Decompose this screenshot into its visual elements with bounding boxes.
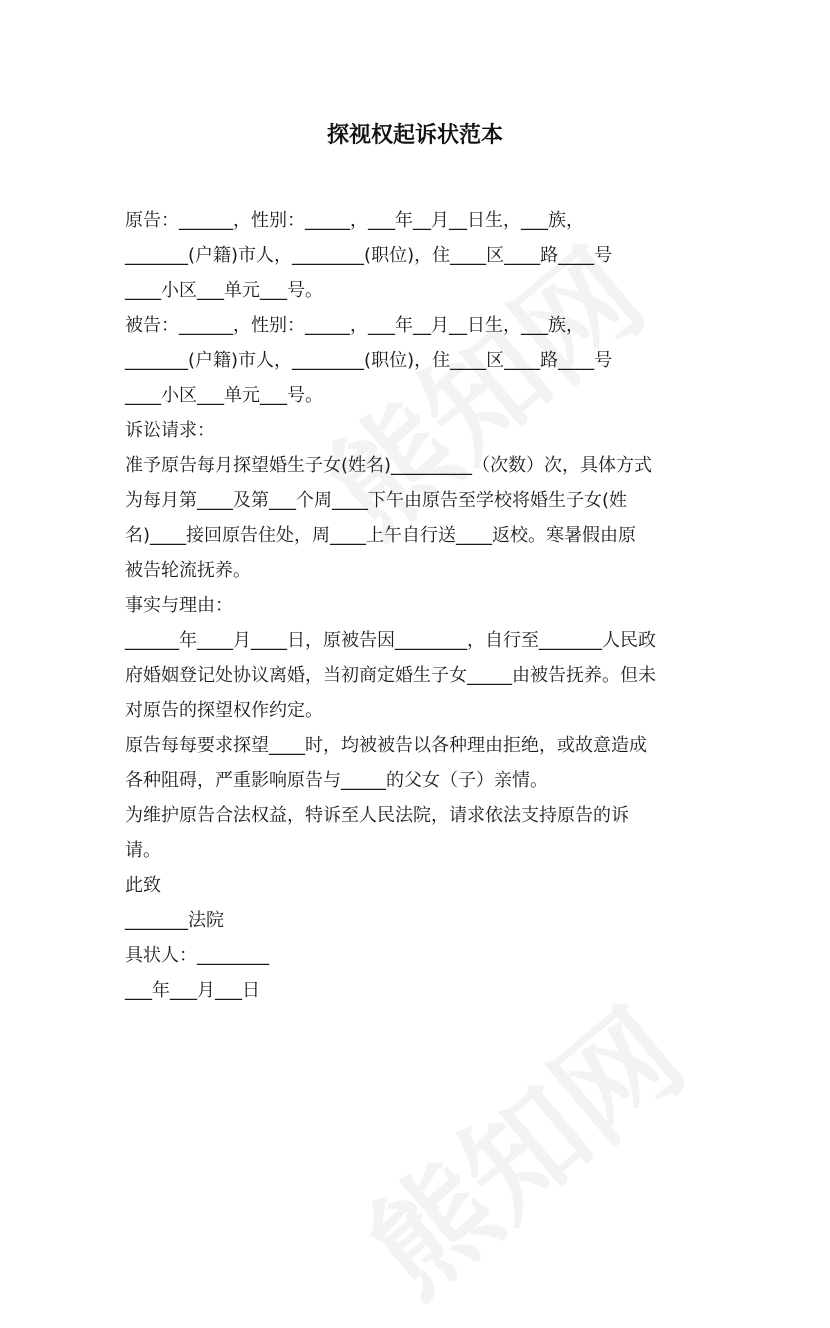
court-name: _______法院 [125,910,224,931]
plaintiff-line-2: _______(户籍)市人，________(职位)，住____区____路____号 [125,245,613,266]
defendant-line-2: _______(户籍)市人，________(职位)，住____区____路____号 [125,350,613,371]
plaintiff-line-1: 原告：______，性别：_____，___年__月__日生，___族， [125,210,584,231]
closing-salutation: 此致 [125,875,161,896]
claims-line-1: 准予原告每月探望婚生子女(姓名)_________（次数）次，具体方式 [125,455,653,476]
signing-date: ___年___月___日 [125,980,260,1001]
claims-heading: 诉讼请求： [125,420,215,441]
claims-line-3: 名)____接回原告住处，周____上午自行送____返校。寒暑假由原 [125,525,637,546]
facts-line-7: 请。 [125,840,161,861]
plaintiff-line-3: ____小区___单元___号。 [125,280,323,301]
signatory: 具状人：________ [125,945,269,966]
facts-line-3: 对原告的探望权作约定。 [125,700,323,721]
claims-line-2: 为每月第____及第___个周____下午由原告至学校将婚生子女(姓 [125,490,628,511]
defendant-line-3: ____小区___单元___号。 [125,385,323,406]
facts-heading: 事实与理由： [125,595,233,616]
facts-line-5: 各种阻碍，严重影响原告与_____的父女（子）亲情。 [125,770,548,791]
facts-line-1: ______年____月____日，原被告因________，自行至_______人民政 [125,630,656,651]
facts-line-2: 府婚姻登记处协议离婚，当初商定婚生子女_____由被告抚养。但未 [125,665,656,686]
facts-line-4: 原告每每要求探望____时，均被被告以各种理由拒绝，或故意造成 [125,735,647,756]
facts-line-6: 为维护原告合法权益，特诉至人民法院，请求依法支持原告的诉 [125,805,629,826]
document-title: 探视权起诉状范本 [326,123,503,148]
document-body [125,203,705,1008]
defendant-line-1: 被告：______，性别：_____，___年__月__日生，___族， [125,315,584,336]
claims-line-4: 被告轮流抚养。 [125,560,251,581]
watermark-bottom [327,964,713,1327]
